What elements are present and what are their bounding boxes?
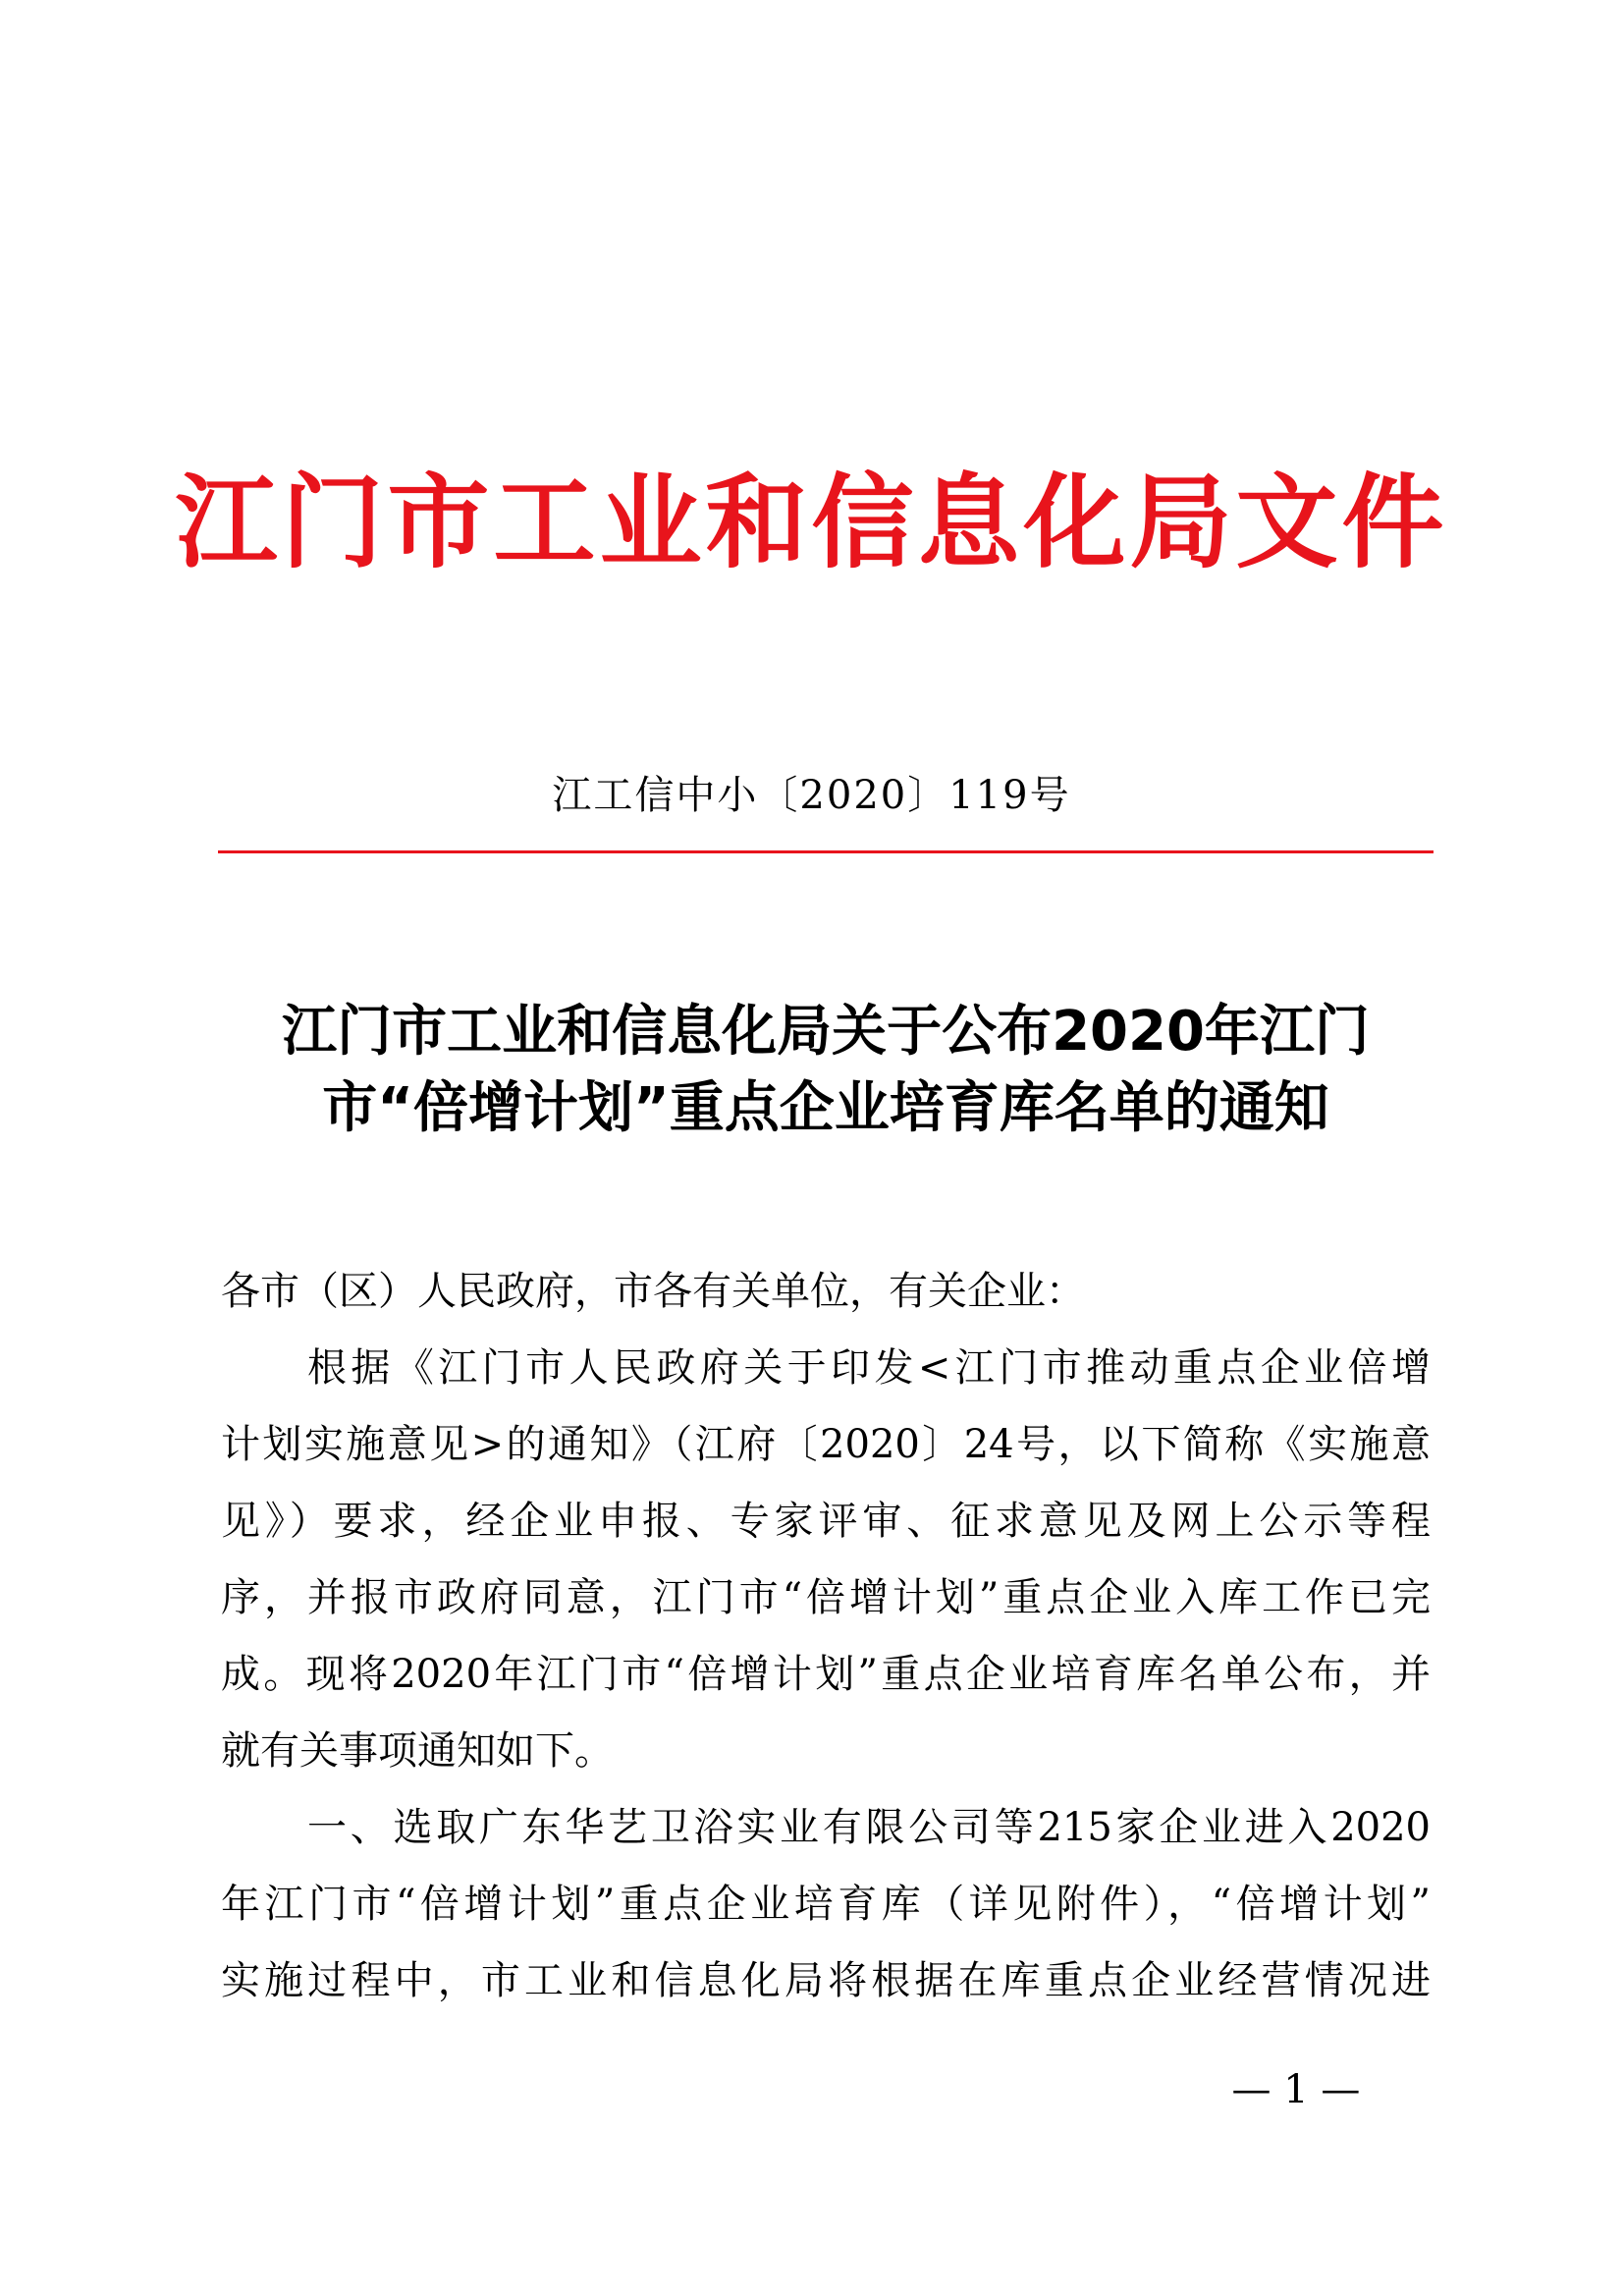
- issuer-masthead: 江门市工业和信息化局文件: [175, 463, 1448, 582]
- paragraph-line: 就有关事项通知如下。: [221, 1728, 614, 1774]
- paragraph-line: 根据《江门市人民政府关于印发<江门市推动重点企业倍增: [307, 1345, 1431, 1391]
- salutation-line: 各市（区）人民政府，市各有关单位，有关企业：: [221, 1269, 1085, 1314]
- paragraph-line: 一、选取广东华艺卫浴实业有限公司等215家企业进入2020: [307, 1805, 1431, 1850]
- document-number: 江工信中小〔2020〕119号: [552, 773, 1071, 818]
- paragraph-line: 年江门市“倍增计划”重点企业培育库（详见附件），“倍增计划”: [221, 1882, 1431, 1927]
- paragraph-line: 实施过程中，市工业和信息化局将根据在库重点企业经营情况进: [221, 1958, 1431, 2003]
- title-line-1: 江门市工业和信息化局关于公布2020年江门: [282, 1000, 1370, 1064]
- body-text: [221, 1253, 1431, 2019]
- red-divider-line: [218, 850, 1434, 853]
- page-number: — 1 —: [1231, 2067, 1361, 2112]
- paragraph-line: 成。现将2020年江门市“倍增计划”重点企业培育库名单公布，并: [221, 1652, 1431, 1697]
- paragraph-line: 计划实施意见>的通知》（江府〔2020〕24号，以下简称《实施意: [221, 1422, 1431, 1467]
- paragraph-line: 序，并报市政府同意，江门市“倍增计划”重点企业入库工作已完: [221, 1575, 1431, 1620]
- document-title: [218, 994, 1434, 1147]
- paragraph-line: 见》）要求，经企业申报、专家评审、征求意见及网上公示等程: [221, 1499, 1431, 1544]
- title-line-2: 市“倍增计划”重点企业培育库名单的通知: [322, 1076, 1329, 1140]
